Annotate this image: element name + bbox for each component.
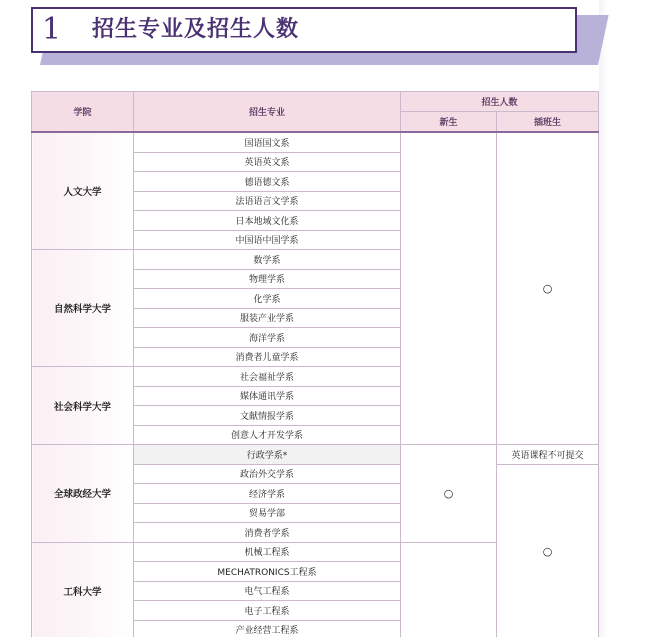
college-cell: 工科大学 bbox=[32, 542, 134, 637]
section-number: 1 bbox=[42, 12, 62, 47]
major-cell: 创意人才开发学系 bbox=[134, 425, 401, 445]
section-title: 招生专业及招生人数 bbox=[92, 17, 300, 42]
major-cell: 机械工程系 bbox=[134, 542, 401, 562]
major-cell: 文献情报学系 bbox=[134, 406, 401, 426]
transfer-quota-mark-upper: ○ bbox=[497, 132, 599, 445]
major-cell: 数学系 bbox=[134, 250, 401, 270]
freshman-quota-mark: ○ bbox=[401, 445, 497, 543]
major-cell: 中国语中国学系 bbox=[134, 230, 401, 250]
freshman-quota-cell bbox=[401, 132, 497, 445]
major-cell: 经济学系 bbox=[134, 484, 401, 504]
college-cell: 社会科学大学 bbox=[32, 367, 134, 445]
header-freshman: 新生 bbox=[401, 112, 497, 133]
major-cell: 消费者学系 bbox=[134, 523, 401, 543]
major-cell: 电气工程系 bbox=[134, 581, 401, 601]
header-transfer: 插班生 bbox=[497, 112, 599, 133]
major-cell: 电子工程系 bbox=[134, 601, 401, 621]
page-edge-shade bbox=[599, 0, 660, 637]
header-major: 招生专业 bbox=[134, 92, 401, 133]
major-cell: 消费者儿童学系 bbox=[134, 347, 401, 367]
header-college: 学院 bbox=[32, 92, 134, 133]
major-cell: 英语英文系 bbox=[134, 152, 401, 172]
freshman-quota-cell bbox=[401, 542, 497, 637]
major-cell: 媒体通讯学系 bbox=[134, 386, 401, 406]
major-cell: 行政学系* bbox=[134, 445, 401, 465]
major-cell: 政治外交学系 bbox=[134, 464, 401, 484]
major-cell: 服装产业学系 bbox=[134, 308, 401, 328]
major-cell: 贸易学部 bbox=[134, 503, 401, 523]
major-cell: 法语语言文学系 bbox=[134, 191, 401, 211]
admission-table bbox=[31, 91, 599, 637]
major-cell: 德语德文系 bbox=[134, 172, 401, 192]
major-cell: 海洋学系 bbox=[134, 328, 401, 348]
transfer-note: 英语课程不可提交 bbox=[497, 445, 599, 465]
transfer-quota-mark-lower: ○ bbox=[497, 464, 599, 637]
major-cell: 物理学系 bbox=[134, 269, 401, 289]
college-cell: 自然科学大学 bbox=[32, 250, 134, 367]
major-cell: 化学系 bbox=[134, 289, 401, 309]
major-cell: 国语国文系 bbox=[134, 132, 401, 152]
major-cell: 产业经营工程系 bbox=[134, 620, 401, 637]
college-cell: 人文大学 bbox=[32, 132, 134, 250]
major-cell: 社会福祉学系 bbox=[134, 367, 401, 387]
college-cell: 全球政经大学 bbox=[32, 445, 134, 543]
major-cell: MECHATRONICS工程系 bbox=[134, 562, 401, 582]
major-cell: 日本地域文化系 bbox=[134, 211, 401, 231]
header-quota: 招生人数 bbox=[401, 92, 599, 112]
